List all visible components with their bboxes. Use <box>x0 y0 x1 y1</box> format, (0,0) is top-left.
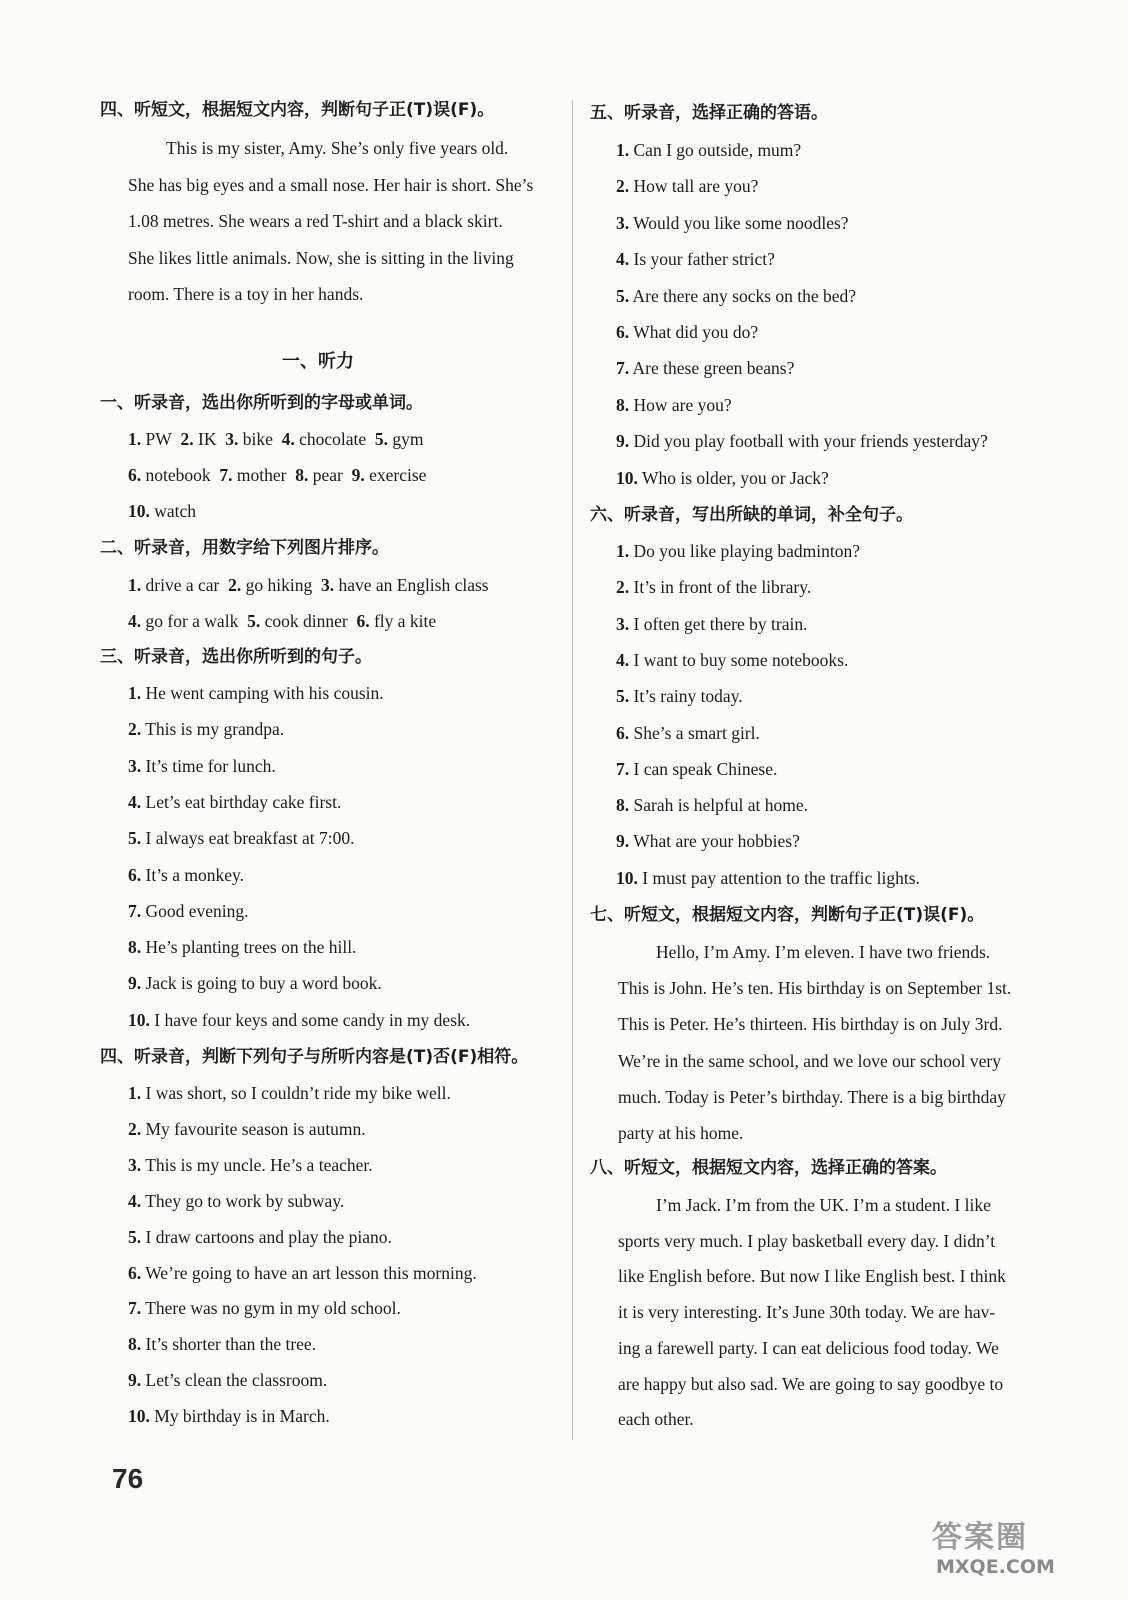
item-text: bike <box>242 429 273 449</box>
item-number: 5. <box>374 429 389 449</box>
item-text: Sarah is helpful at home. <box>633 795 808 816</box>
item-text: She’s a smart girl. <box>633 722 760 743</box>
item-text: gym <box>392 429 424 449</box>
item-text: IK <box>198 429 217 449</box>
item-text: My birthday is in March. <box>154 1406 330 1427</box>
item-number: 1. <box>128 429 142 449</box>
item-number: 2. <box>128 1118 142 1139</box>
item-text: notebook <box>145 465 211 485</box>
section-heading: 二、听录音，用数字给下列图片排序。 <box>100 538 389 558</box>
list-item <box>128 1009 471 1030</box>
list-item <box>616 212 849 233</box>
item-text: I always eat breakfast at 7:00. <box>145 828 355 849</box>
item-number: 3. <box>225 429 239 449</box>
passage-line: room. There is a toy in her hands. <box>128 284 364 304</box>
item-text: go for a walk <box>145 611 239 631</box>
item-text: fly a kite <box>373 611 437 631</box>
item-number: 9. <box>616 431 630 452</box>
item-text: PW <box>145 429 172 449</box>
item-text: My favourite season is autumn. <box>145 1118 366 1139</box>
item-text: Can I go outside, mum? <box>633 140 802 160</box>
item-text: Let’s eat birthday cake first. <box>145 791 342 812</box>
item-text: drive a car <box>145 575 220 595</box>
section-heading: 三、听录音，选出你所听到的句子。 <box>100 647 372 667</box>
passage-line: 1.08 metres. She wears a red T-shirt and a black skirt. <box>128 211 503 231</box>
item-text: Did you play football with your friends yesterday? <box>633 431 988 452</box>
list-item <box>616 251 775 269</box>
list-row <box>128 503 196 521</box>
item-text: cook dinner <box>264 611 348 631</box>
list-item <box>616 324 758 342</box>
passage-line: We’re in the same school, and we love our school very <box>618 1050 1001 1071</box>
item-number: 6. <box>616 322 630 342</box>
item-number: 6. <box>616 722 630 743</box>
item-text: I often get there by train. <box>633 613 808 634</box>
item-text: pear <box>312 465 343 485</box>
section-heading: 八、听短文，根据短文内容，选择正确的答案。 <box>590 1158 947 1178</box>
item-text: exercise <box>369 465 427 485</box>
list-item <box>128 1372 327 1390</box>
item-text: I can speak Chinese. <box>633 758 778 779</box>
item-number: 8. <box>616 795 630 816</box>
item-number: 2. <box>180 429 194 449</box>
item-number: 10. <box>616 467 638 488</box>
item-number: 3. <box>128 755 142 776</box>
list-item <box>128 1190 345 1211</box>
list-item <box>128 939 356 957</box>
item-text: What did you do? <box>633 322 759 342</box>
list-item <box>616 142 801 160</box>
item-number: 7. <box>219 465 233 485</box>
list-row <box>128 467 426 485</box>
item-number: 4. <box>128 791 142 812</box>
item-text: Are there any socks on the bed? <box>632 285 857 306</box>
list-item <box>128 1085 451 1103</box>
item-number: 6. <box>356 611 370 631</box>
item-text: It’s shorter than the tree. <box>145 1334 317 1355</box>
section-heading: 六、听录音，写出所缺的单词，补全句子。 <box>590 505 913 525</box>
item-text: I want to buy some notebooks. <box>633 649 849 670</box>
list-row <box>128 577 489 595</box>
list-row <box>128 431 424 449</box>
list-item <box>128 755 276 776</box>
item-text: chocolate <box>299 429 367 449</box>
list-item <box>616 833 800 851</box>
list-item <box>128 1154 373 1175</box>
list-item <box>616 394 732 415</box>
item-number: 9. <box>128 973 142 994</box>
item-number: 4. <box>128 611 142 631</box>
item-text: Is your father strict? <box>633 249 775 270</box>
item-text: Let’s clean the classroom. <box>145 1370 328 1391</box>
passage-line: much. Today is Peter’s birthday. There is a big birthday <box>618 1086 1006 1107</box>
section-heading: 五、听录音，选择正确的答语。 <box>590 103 828 123</box>
item-number: 10. <box>616 867 638 888</box>
list-item <box>128 791 342 812</box>
item-number: 10. <box>128 1009 150 1030</box>
list-item <box>128 1408 330 1426</box>
list-item <box>616 722 760 743</box>
list-item <box>128 830 354 848</box>
list-item <box>128 1300 401 1318</box>
list-item <box>128 1336 316 1354</box>
section-heading: 一、听录音，选出你所听到的字母或单词。 <box>100 393 423 413</box>
passage-line: like English before. But now I like English best. I think <box>618 1266 1006 1287</box>
item-number: 8. <box>128 937 142 958</box>
item-text: have an English class <box>338 575 489 595</box>
part-title: 一、听力 <box>282 351 354 372</box>
item-number: 2. <box>616 577 630 598</box>
item-number: 3. <box>320 575 335 595</box>
item-text: Would you like some noodles? <box>633 212 849 233</box>
item-number: 2. <box>228 575 242 595</box>
item-number: 4. <box>616 649 630 670</box>
item-number: 9. <box>351 465 365 485</box>
item-text: This is my uncle. He’s a teacher. <box>145 1154 373 1175</box>
item-text: I draw cartoons and play the piano. <box>145 1226 392 1247</box>
item-text: Good evening. <box>145 900 249 921</box>
section-heading: 四、听录音，判断下列句子与所听内容是(T)否(F)相符。 <box>100 1047 529 1067</box>
passage-line: This is Peter. He’s thirteen. His birthday is on July 3rd. <box>618 1014 1003 1035</box>
item-text: They go to work by subway. <box>145 1190 345 1211</box>
column-divider <box>572 100 573 1440</box>
item-number: 8. <box>616 394 630 415</box>
list-item <box>616 178 758 196</box>
item-number: 2. <box>616 176 630 197</box>
list-item <box>616 433 988 451</box>
watermark-url: MXQE.COM <box>936 1556 1055 1578</box>
item-number: 9. <box>128 1370 142 1391</box>
item-text: mother <box>236 465 287 485</box>
item-number: 1. <box>616 140 630 160</box>
item-text: Do you like playing badminton? <box>633 541 860 561</box>
item-text: This is my grandpa. <box>145 719 285 740</box>
list-item <box>128 1226 392 1247</box>
item-text: It’s time for lunch. <box>145 755 276 776</box>
item-number: 8. <box>128 1334 142 1355</box>
list-item <box>128 1262 477 1283</box>
item-number: 7. <box>616 358 630 379</box>
item-text: go hiking <box>245 575 313 595</box>
item-number: 7. <box>128 1298 142 1319</box>
item-number: 4. <box>281 429 295 449</box>
passage-line: She likes little animals. Now, she is sitting in the living <box>128 247 514 268</box>
list-item <box>616 467 829 488</box>
item-number: 8. <box>295 465 309 485</box>
list-item <box>616 543 860 561</box>
list-item <box>128 685 384 703</box>
item-text: I have four keys and some candy in my desk. <box>154 1009 471 1030</box>
list-item <box>616 613 808 634</box>
list-item <box>616 360 794 378</box>
list-item <box>128 900 249 921</box>
item-text: It’s a monkey. <box>145 864 244 885</box>
item-text: I must pay attention to the traffic lights. <box>642 867 920 888</box>
passage-line: each other. <box>618 1409 694 1430</box>
item-number: 3. <box>616 613 630 634</box>
watermark-logo <box>932 1512 1102 1582</box>
section-heading: 七、听短文，根据短文内容，判断句子正(T)误(F)。 <box>590 905 985 925</box>
list-item <box>616 688 743 706</box>
item-number: 6. <box>128 864 142 885</box>
list-item <box>616 758 778 779</box>
item-number: 3. <box>128 1154 142 1175</box>
item-number: 5. <box>616 686 630 707</box>
item-number: 6. <box>128 1262 142 1283</box>
list-item <box>128 864 244 885</box>
item-number: 3. <box>616 212 630 233</box>
item-number: 4. <box>128 1190 142 1211</box>
item-text: How are you? <box>633 394 732 415</box>
item-number: 2. <box>128 719 142 740</box>
item-number: 4. <box>616 249 630 270</box>
passage-line: it is very interesting. It’s June 30th today. We are hav- <box>618 1302 996 1323</box>
list-item <box>128 1118 366 1139</box>
list-item <box>616 649 849 670</box>
passage-line: party at his home. <box>618 1123 744 1143</box>
list-row <box>128 613 436 631</box>
item-number: 1. <box>616 541 630 561</box>
list-item <box>616 867 920 888</box>
item-number: 10. <box>128 501 150 521</box>
passage-line: This is my sister, Amy. She’s only five years old. <box>166 138 509 158</box>
item-text: We’re going to have an art lesson this morning. <box>145 1262 477 1283</box>
item-text: What are your hobbies? <box>633 831 800 852</box>
item-number: 6. <box>128 465 142 485</box>
item-text: Jack is going to buy a word book. <box>145 973 382 994</box>
item-number: 7. <box>128 900 142 921</box>
item-number: 5. <box>128 828 142 849</box>
item-text: Are these green beans? <box>632 358 795 379</box>
item-text: He went camping with his cousin. <box>145 683 384 703</box>
item-text: Who is older, you or Jack? <box>641 467 829 488</box>
item-number: 9. <box>616 831 630 852</box>
item-number: 5. <box>247 611 261 631</box>
list-item <box>128 975 382 993</box>
item-number: 5. <box>128 1226 142 1247</box>
item-number: 10. <box>128 1406 150 1427</box>
item-text: I was short, so I couldn’t ride my bike well. <box>145 1083 451 1103</box>
item-text: He’s planting trees on the hill. <box>145 937 357 958</box>
item-text: There was no gym in my old school. <box>145 1298 401 1319</box>
item-text: It’s in front of the library. <box>633 577 812 598</box>
passage-line: I’m Jack. I’m from the UK. I’m a student. I like <box>656 1195 991 1215</box>
passage-line: She has big eyes and a small nose. Her hair is short. She’s <box>128 174 534 195</box>
item-number: 1. <box>128 575 142 595</box>
page-number: 76 <box>112 1463 144 1494</box>
list-item <box>616 285 857 306</box>
list-item <box>616 579 811 597</box>
item-text: How tall are you? <box>633 176 759 197</box>
item-text: watch <box>154 501 197 521</box>
item-number: 7. <box>616 758 630 779</box>
passage-line: Hello, I’m Amy. I’m eleven. I have two friends. <box>656 942 991 962</box>
passage-line: sports very much. I play basketball every day. I didn’t <box>618 1230 996 1251</box>
list-item <box>616 797 808 815</box>
item-number: 5. <box>616 285 630 306</box>
section-heading: 四、听短文，根据短文内容，判断句子正(T)误(F)。 <box>100 100 495 120</box>
passage-line: ing a farewell party. I can eat delicious food today. We <box>618 1337 999 1358</box>
item-number: 1. <box>128 1083 142 1103</box>
list-item <box>128 721 284 739</box>
item-text: It’s rainy today. <box>633 686 743 707</box>
watermark-text: 答案圈 <box>932 1520 1028 1555</box>
passage-line: This is John. He’s ten. His birthday is on September 1st. <box>618 978 1012 999</box>
item-number: 1. <box>128 683 142 703</box>
passage-line: are happy but also sad. We are going to say goodbye to <box>618 1373 1004 1394</box>
